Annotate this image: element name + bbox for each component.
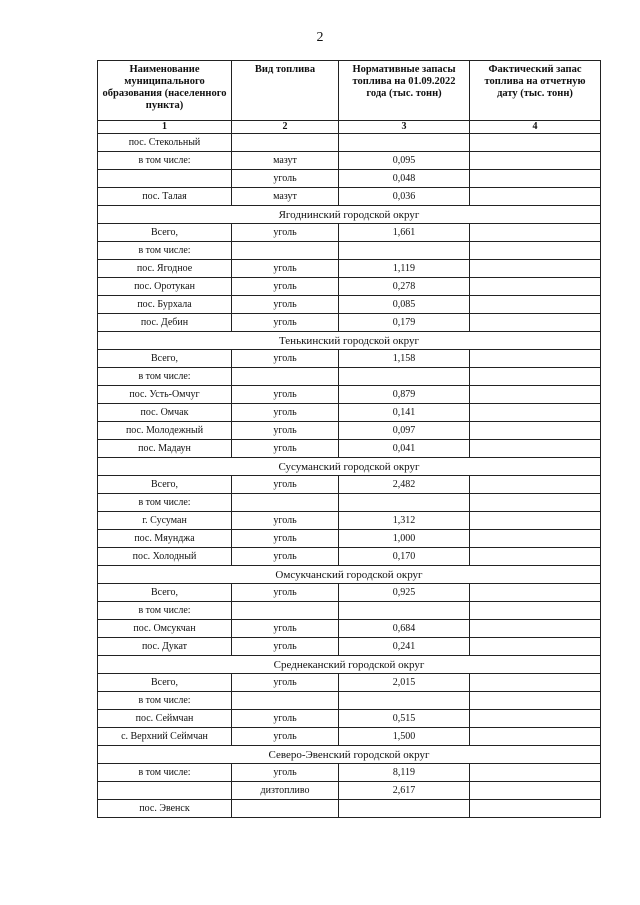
cell-municipality: пос. Усть-Омчуг [98,386,232,404]
region-header-row [98,566,601,584]
cell-fuel-type [232,800,339,818]
table-row [98,530,601,548]
cell-fuel-type: мазут [232,188,339,206]
region-header-row [98,332,601,350]
cell-municipality: пос. Омчак [98,404,232,422]
cell-normative-reserve: 0,095 [339,152,470,170]
region-name: Омсукчанский городской округ [98,566,601,584]
cell-fuel-type: уголь [232,404,339,422]
cell-actual-reserve [470,404,601,422]
cell-municipality: пос. Сеймчан [98,710,232,728]
cell-fuel-type: уголь [232,170,339,188]
table-row [98,692,601,710]
cell-municipality: пос. Холодный [98,548,232,566]
cell-normative-reserve: 0,141 [339,404,470,422]
table-row [98,224,601,242]
cell-actual-reserve [470,386,601,404]
region-name: Ягоднинский городской округ [98,206,601,224]
cell-normative-reserve: 0,515 [339,710,470,728]
cell-fuel-type: уголь [232,314,339,332]
cell-fuel-type: уголь [232,530,339,548]
table-row [98,782,601,800]
table-row [98,350,601,368]
cell-municipality: пос. Омсукчан [98,620,232,638]
cell-actual-reserve [470,728,601,746]
page-number: 2 [316,30,324,45]
table-row [98,134,601,152]
cell-municipality: Всего, [98,224,232,242]
cell-municipality: в том числе: [98,152,232,170]
cell-municipality: в том числе: [98,242,232,260]
cell-actual-reserve [470,638,601,656]
table-row [98,620,601,638]
header-municipality: Наименование муниципального образования (населенного пункта) [98,61,232,121]
cell-normative-reserve: 0,048 [339,170,470,188]
cell-fuel-type [232,242,339,260]
table-body [98,134,601,818]
table-row [98,368,601,386]
cell-actual-reserve [470,692,601,710]
cell-normative-reserve: 1,000 [339,530,470,548]
table-row [98,152,601,170]
region-header-row [98,746,601,764]
cell-municipality: пос. Дукат [98,638,232,656]
cell-municipality: Всего, [98,476,232,494]
region-header-row [98,458,601,476]
cell-fuel-type: уголь [232,548,339,566]
cell-actual-reserve [470,674,601,692]
cell-fuel-type: уголь [232,224,339,242]
cell-municipality: Всего, [98,584,232,602]
cell-normative-reserve [339,242,470,260]
cell-municipality: в том числе: [98,494,232,512]
cell-actual-reserve [470,476,601,494]
cell-fuel-type: уголь [232,710,339,728]
cell-fuel-type: мазут [232,152,339,170]
cell-actual-reserve [470,710,601,728]
region-name: Северо-Эвенский городской округ [98,746,601,764]
cell-normative-reserve: 8,119 [339,764,470,782]
cell-municipality: пос. Оротукан [98,278,232,296]
cell-fuel-type: уголь [232,350,339,368]
table-row [98,170,601,188]
cell-fuel-type: уголь [232,512,339,530]
cell-fuel-type: уголь [232,638,339,656]
cell-fuel-type: уголь [232,440,339,458]
cell-normative-reserve: 1,119 [339,260,470,278]
cell-normative-reserve [339,368,470,386]
cell-actual-reserve [470,620,601,638]
table-row [98,422,601,440]
region-name: Тенькинский городской округ [98,332,601,350]
fuel-reserves-table [97,60,601,818]
cell-municipality [98,170,232,188]
cell-actual-reserve [470,296,601,314]
cell-fuel-type: уголь [232,764,339,782]
cell-municipality: с. Верхний Сеймчан [98,728,232,746]
cell-actual-reserve [470,440,601,458]
cell-fuel-type [232,602,339,620]
cell-fuel-type: уголь [232,260,339,278]
header-row [98,61,601,121]
cell-actual-reserve [470,584,601,602]
cell-actual-reserve [470,800,601,818]
table-row [98,440,601,458]
cell-actual-reserve [470,512,601,530]
column-number: 1 [98,121,232,134]
cell-fuel-type: уголь [232,386,339,404]
cell-actual-reserve [470,494,601,512]
cell-fuel-type: уголь [232,422,339,440]
cell-municipality: пос. Мадаун [98,440,232,458]
cell-actual-reserve [470,368,601,386]
cell-actual-reserve [470,278,601,296]
cell-municipality: пос. Талая [98,188,232,206]
cell-normative-reserve: 0,278 [339,278,470,296]
cell-fuel-type [232,368,339,386]
cell-actual-reserve [470,314,601,332]
cell-normative-reserve: 0,241 [339,638,470,656]
table-row [98,296,601,314]
cell-municipality: пос. Дебин [98,314,232,332]
cell-municipality [98,782,232,800]
cell-normative-reserve: 1,661 [339,224,470,242]
cell-municipality: пос. Стекольный [98,134,232,152]
cell-normative-reserve: 0,684 [339,620,470,638]
table-row [98,278,601,296]
cell-normative-reserve: 1,158 [339,350,470,368]
cell-normative-reserve [339,602,470,620]
cell-actual-reserve [470,530,601,548]
cell-actual-reserve [470,782,601,800]
table-row [98,674,601,692]
cell-normative-reserve: 2,617 [339,782,470,800]
table-row [98,602,601,620]
table-row [98,494,601,512]
table-row [98,242,601,260]
cell-normative-reserve: 0,179 [339,314,470,332]
cell-normative-reserve [339,494,470,512]
table-row [98,512,601,530]
cell-municipality: пос. Мяунджа [98,530,232,548]
table-row [98,764,601,782]
table-row [98,800,601,818]
cell-fuel-type [232,692,339,710]
cell-fuel-type: уголь [232,476,339,494]
cell-fuel-type: уголь [232,278,339,296]
cell-actual-reserve [470,602,601,620]
column-number: 2 [232,121,339,134]
table-row [98,548,601,566]
region-name: Сусуманский городской округ [98,458,601,476]
cell-normative-reserve: 2,015 [339,674,470,692]
cell-fuel-type: уголь [232,296,339,314]
table-row [98,260,601,278]
header-actual-reserves: Фактический запас топлива на отчетную дату (тыс. тонн) [470,61,601,121]
table-row [98,404,601,422]
cell-municipality: в том числе: [98,692,232,710]
cell-normative-reserve [339,800,470,818]
cell-actual-reserve [470,224,601,242]
cell-normative-reserve: 0,879 [339,386,470,404]
cell-fuel-type [232,494,339,512]
cell-normative-reserve: 0,925 [339,584,470,602]
cell-actual-reserve [470,134,601,152]
cell-municipality: в том числе: [98,602,232,620]
cell-municipality: пос. Бурхала [98,296,232,314]
cell-normative-reserve: 0,170 [339,548,470,566]
cell-actual-reserve [470,188,601,206]
column-number-row [98,121,601,134]
cell-normative-reserve: 2,482 [339,476,470,494]
cell-municipality: пос. Эвенск [98,800,232,818]
cell-normative-reserve: 1,500 [339,728,470,746]
column-number: 4 [470,121,601,134]
cell-normative-reserve [339,692,470,710]
cell-municipality: г. Сусуман [98,512,232,530]
cell-municipality: в том числе: [98,764,232,782]
table-row [98,728,601,746]
cell-fuel-type [232,134,339,152]
table-row [98,476,601,494]
cell-fuel-type: уголь [232,620,339,638]
cell-normative-reserve: 0,041 [339,440,470,458]
cell-actual-reserve [470,170,601,188]
table-row [98,314,601,332]
cell-municipality: пос. Ягодное [98,260,232,278]
cell-normative-reserve: 1,312 [339,512,470,530]
header-fuel-type: Вид топлива [232,61,339,121]
cell-actual-reserve [470,350,601,368]
cell-actual-reserve [470,260,601,278]
region-header-row [98,206,601,224]
table-row [98,710,601,728]
cell-municipality: Всего, [98,674,232,692]
cell-normative-reserve: 0,097 [339,422,470,440]
cell-fuel-type: уголь [232,674,339,692]
table-row [98,638,601,656]
cell-municipality: в том числе: [98,368,232,386]
cell-fuel-type: уголь [232,584,339,602]
cell-actual-reserve [470,242,601,260]
table-row [98,584,601,602]
cell-normative-reserve: 0,036 [339,188,470,206]
cell-fuel-type: уголь [232,728,339,746]
cell-actual-reserve [470,764,601,782]
cell-actual-reserve [470,422,601,440]
cell-municipality: Всего, [98,350,232,368]
cell-actual-reserve [470,548,601,566]
cell-actual-reserve [470,152,601,170]
table-row [98,386,601,404]
cell-municipality: пос. Молодежный [98,422,232,440]
cell-fuel-type: дизтопливо [232,782,339,800]
cell-normative-reserve [339,134,470,152]
header-normative-reserves: Нормативные запасы топлива на 01.09.2022 года (тыс. тонн) [339,61,470,121]
region-header-row [98,656,601,674]
region-name: Среднеканский городской округ [98,656,601,674]
table-row [98,188,601,206]
cell-normative-reserve: 0,085 [339,296,470,314]
column-number: 3 [339,121,470,134]
